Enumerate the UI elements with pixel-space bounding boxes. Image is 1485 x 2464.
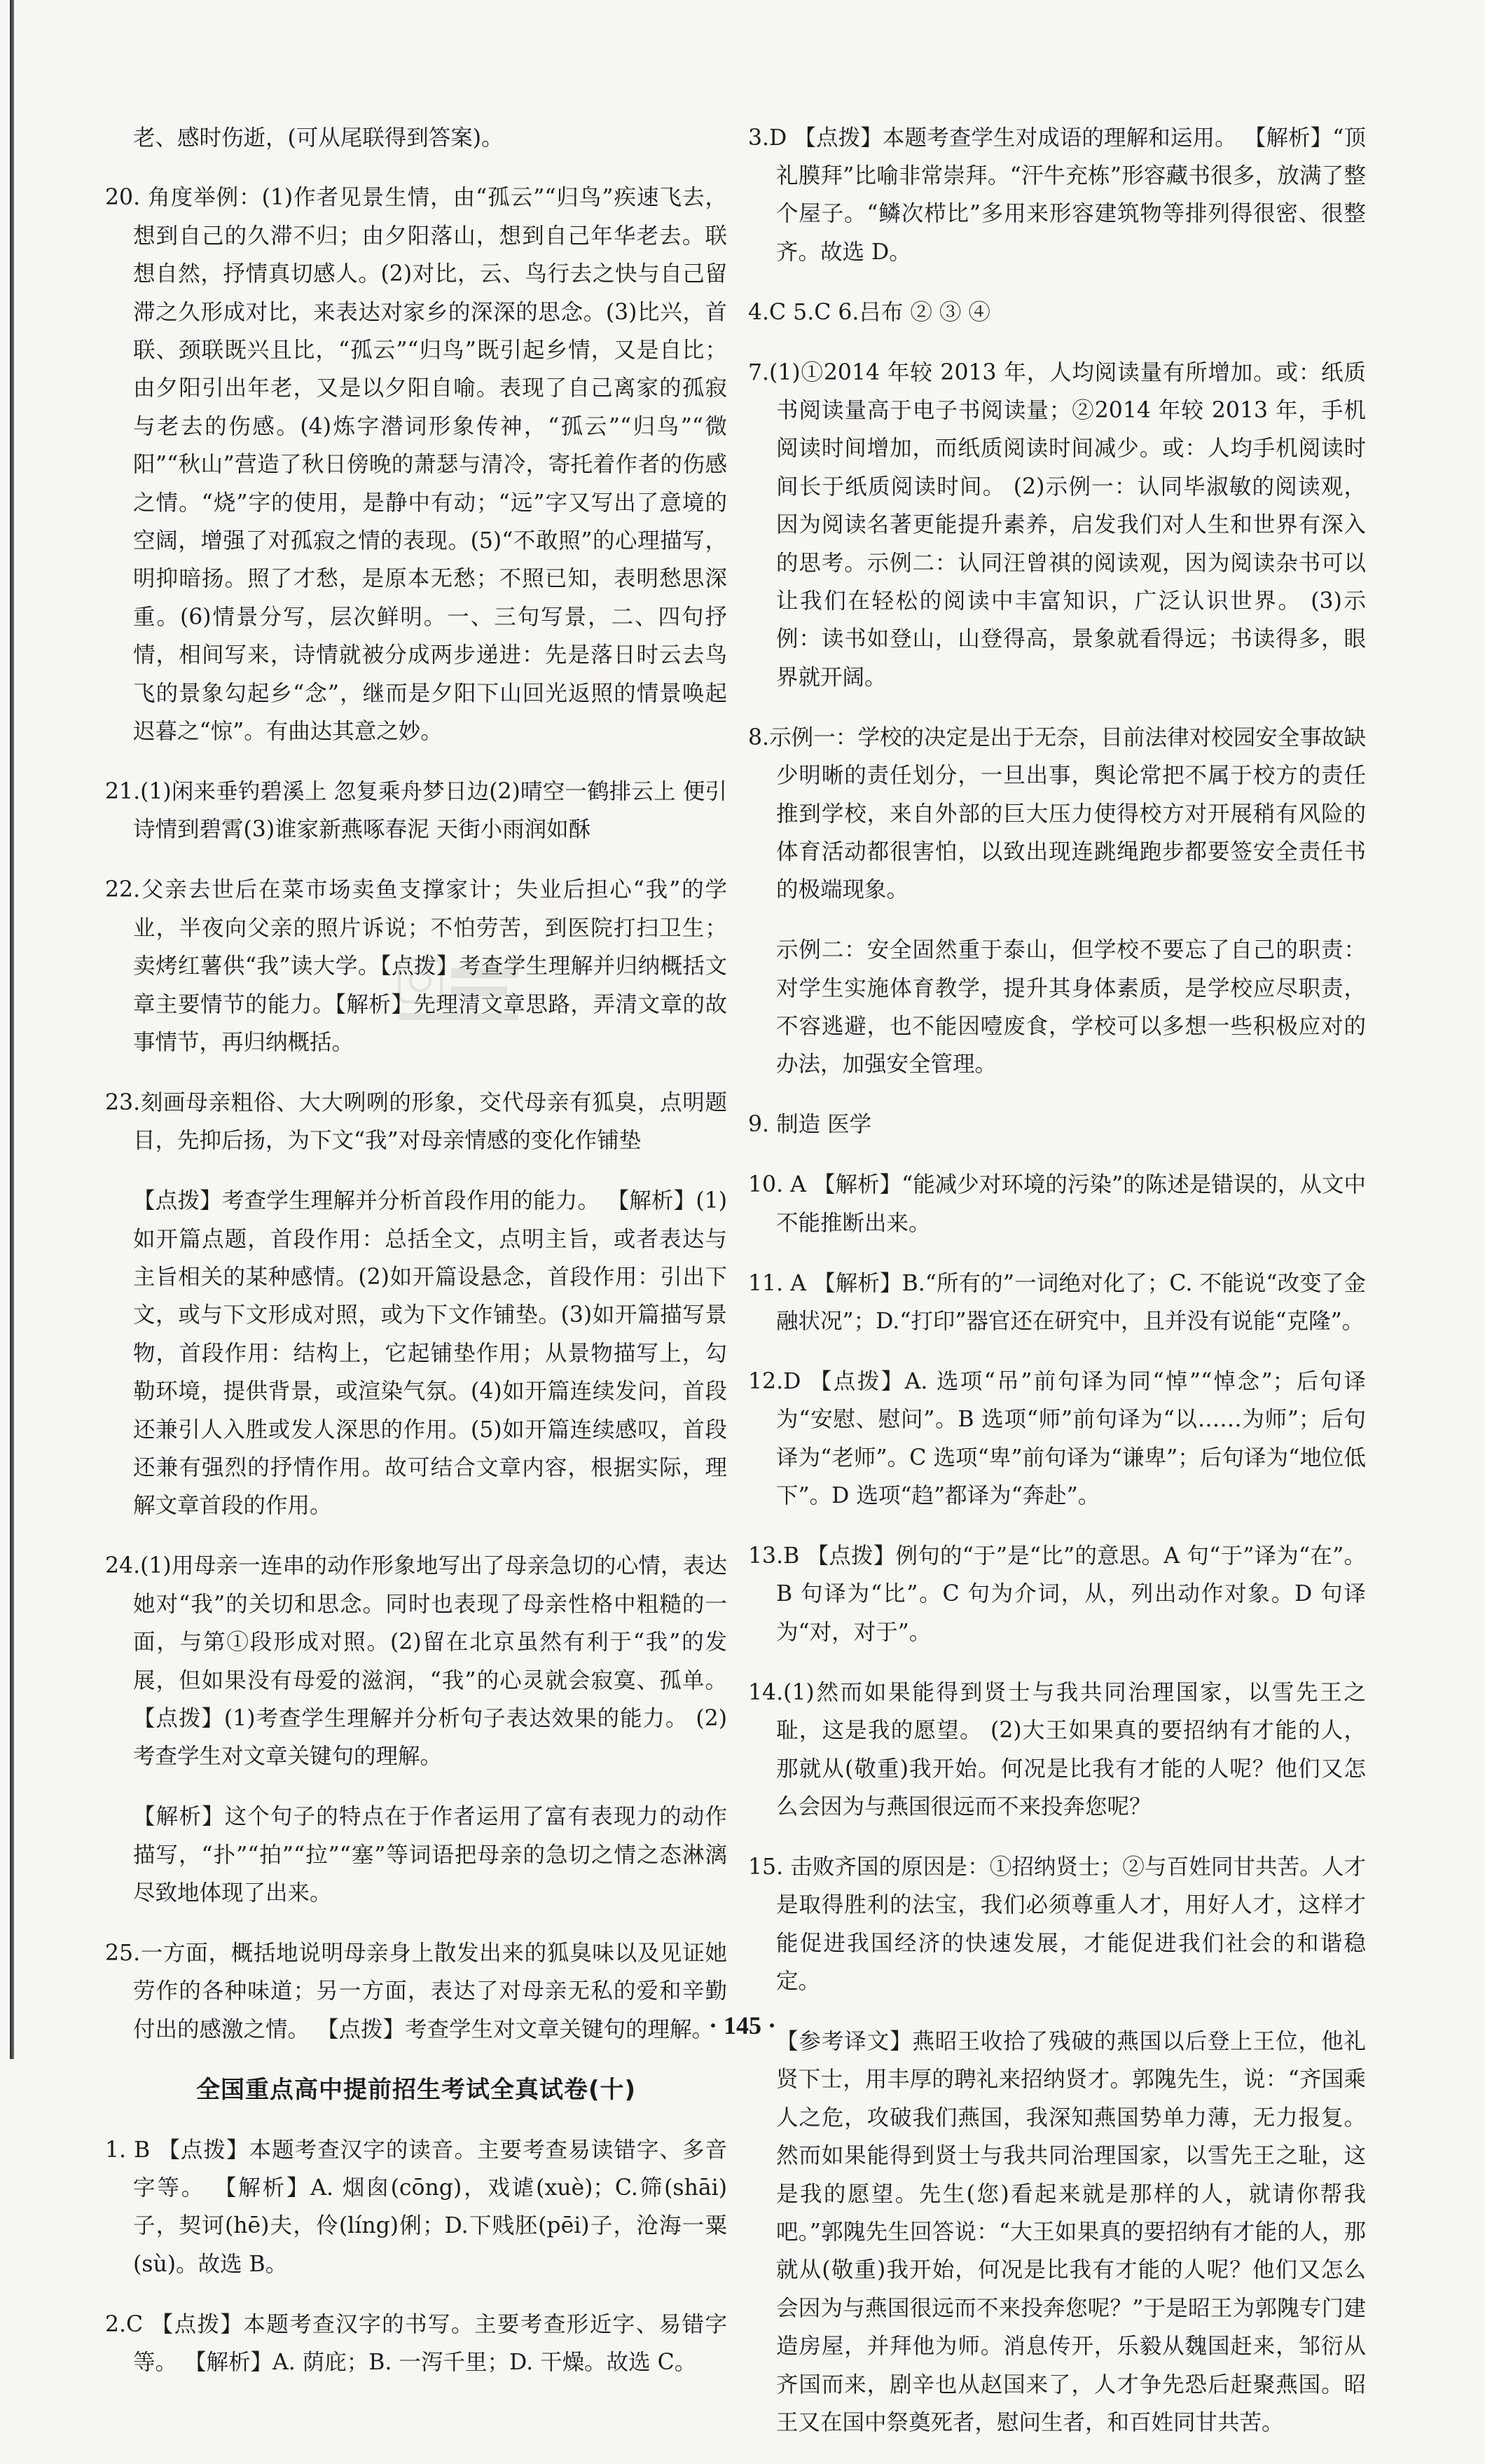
answer-20: 20. 角度举例：(1)作者见景生情，由“孤云”“归鸟”疾速飞去，想到自己的久滞不归；由夕阳落山，想到自己年华老去。联想自然，抒情真切感人。(2)对比，云、鸟行去之快与自己留滞之久形成对比，来表达对家乡的深深的思念。(3)比兴，首联、颈联既兴且比，“孤云”“归鸟”既引起乡情，又是自比；由夕阳引出年老，又是以夕阳自喻。表现了自己离家的孤寂与老去的伤感。(4)炼字潜词形象传神，“孤云”“归鸟”“微阳”“秋山”营造了秋日傍晚的萧瑟与清冷，寄托着作者的伤感之情。“烧”字的使用，是静中有动；“远”字又写出了意境的空阔，增强了对孤寂之情的表现。(5)“不敢照”的心理描写，明抑暗扬。照了才愁，是原本无愁；不照已知，表明愁思深重。(6)情景分写，层次鲜明。一、三句写景，二、四句抒情，相间写来，诗情就被分成两步递进：先是落日时云去鸟飞的景象勾起乡“念”，继而是夕阳下山回光返照的情景唤起迟暮之“惊”。有曲达其意之妙。 [105, 185, 727, 745]
exam10-answer-15: 15. 击败齐国的原因是：①招纳贤士；②与百姓同甘共苦。人才是取得胜利的法宝，我们必须尊重人才，用好人才，这样才能促进我国经济的快速发展，才能促进我们社会的和谐稳定。 [748, 1854, 1366, 1995]
exam10-answer-8-example2: 示例二：安全固然重于泰山，但学校不要忘了自己的职责：对学生实施体育教学，提升其身体素质，是学校应尽职责，不容逃避，也不能因噎废食，学校可以多想一些积极应对的办法，加强安全管理。 [776, 937, 1366, 1078]
answer-25: 25.一方面，概括地说明母亲身上散发出来的狐臭味以及见证她劳作的各种味道；另一方面，表达了对母亲无私的爱和辛勤付出的感激之情。 【点拨】考查学生对文章关键句的理解。 [105, 1940, 727, 2042]
exam10-answer-11: 11. A 【解析】B.“所有的”一词绝对化了；C. 不能说“改变了金融状况”；D.“打印”器官还在研究中，且并没有说能“克隆”。 [748, 1270, 1366, 1334]
left-column [105, 97, 727, 2404]
answer-23: 23.刻画母亲粗俗、大大咧咧的形象，交代母亲有狐臭，点明题目，先抑后扬，为下文“我”对母亲情感的变化作铺垫 [105, 1089, 727, 1154]
exam10-answer-14: 14.(1)然而如果能得到贤士与我共同治理国家，以雪先王之耻，这是我的愿望。 (2)大王如果真的要招纳有才能的人，那就从(敬重)我开始。何况是比我有才能的人呢？他们又怎么会因为与燕国很远而不来投奔您呢？ [748, 1679, 1366, 1819]
binding-edge [10, 0, 14, 2059]
exam10-answer-4-6: 4.C 5.C 6.吕布 ② ③ ④ [748, 299, 990, 325]
exam10-answer-1: 1. B 【点拨】本题考查汉字的读音。主要考查易读错字、多音字等。 【解析】A. 烟囱(cōng)，戏谑(xuè)；C.筛(shāi)子，契诃(hē)夫，伶(líng)俐；D.下贱胚(pēi)子，沧海一粟(sù)。故选 B。 [105, 2137, 727, 2277]
exam10-answer-12: 12.D 【点拨】A. 选项“吊”前句译为同“悼”“悼念”；后句译为“安慰、慰问”。B 选项“师”前句译为“以……为师”；后句译为“老师”。C 选项“卑”前句译为“谦卑”；后句译为“地位低下”。D 选项“趋”都译为“奔赴”。 [748, 1368, 1366, 1509]
exam10-answer-3: 3.D 【点拨】本题考查学生对成语的理解和运用。 【解析】“顶礼膜拜”比喻非常崇拜。“汗牛充栋”形容藏书很多，放满了整个屋子。“鳞次栉比”多用来形容建筑物等排列得很密、很整齐。故选 D。 [748, 125, 1366, 265]
exam10-answer-2: 2.C 【点拨】本题考查汉字的书写。主要考查形近字、易错字等。 【解析】A. 荫庇；B. 一泻千里；D. 干燥。故选 C。 [105, 2311, 727, 2376]
answer-24: 24.(1)用母亲一连串的动作形象地写出了母亲急切的心情，表达她对“我”的关切和思念。同时也表现了母亲性格中粗糙的一面，与第①段形成对照。(2)留在北京虽然有利于“我”的发展，但如果没有母爱的滋润，“我”的心灵就会寂寞、孤单。 【点拨】(1)考查学生理解并分析句子表达效果的能力。 (2)考查学生对文章关键句的理解。 [105, 1553, 727, 1770]
reference-translation: 【参考译文】燕昭王收拾了残破的燕国以后登上王位，他礼贤下士，用丰厚的聘礼来招纳贤才。郭隗先生，说：“齐国乘人之危，攻破我们燕国，我深知燕国势单力薄，无力报复。然而如果能得到贤士与我共同治理国家，以雪先王之耻，这是我的愿望。先生(您)看起来就是那样的人，就请你帮我吧。”郭隗先生回答说：“大王如果真的要招纳有才能的人，那就从(敬重)我开始，何况是比我有才能的人呢？他们又怎么会因为与燕国很远而不来投奔您呢？”于是昭王为郭隗专门建造房屋，并拜他为师。消息传开，乐毅从魏国赶来，邹衍从齐国而来，剧辛也从赵国来了，人才争先恐后赶聚燕国。昭王又在国中祭奠死者，慰问生者，和百姓同甘共苦。 [776, 2028, 1366, 2436]
answer-22: 22.父亲去世后在菜市场卖鱼支撑家计；失业后担心“我”的学业，半夜向父亲的照片诉说；不怕劳苦，到医院打扫卫生；卖烤红薯供“我”读大学。【点拨】考查学生理解并归纳概括文章主要情节的能力。【解析】先理清文章思路，弄清文章的故事情节，再归纳概括。 [105, 877, 727, 1055]
answer-23-analysis: 【点拨】考查学生理解并分析首段作用的能力。 【解析】(1)如开篇点题，首段作用：总括全文，点明主旨，或者表达与主旨相关的某种感情。(2)如开篇设悬念，首段作用：引出下文，或与下文形成对照，或为下文作铺垫。(3)如开篇描写景物，首段作用：结构上，它起铺垫作用；从景物描写上，勾勒环境，提供背景，或渲染气氛。(4)如开篇连续发问，首段还兼引人入胜或发人深思的作用。(5)如开篇连续感叹，首段还兼有强烈的抒情作用。故可结合文章内容，根据实际，理解文章首段的作用。 [133, 1188, 727, 1519]
exam10-answer-9: 9. 制造 医学 [748, 1112, 872, 1138]
answer-24-analysis: 【解析】这个句子的特点在于作者运用了富有表现力的动作描写，“扑”“拍”“拉”“塞”等词语把母亲的急切之情之态淋漓尽致地体现了出来。 [133, 1804, 727, 1906]
exam10-answer-13: 13.B 【点拨】例句的“于”是“比”的意思。A 句“于”译为“在”。B 句译为“比”。C 句为介词，从，列出动作对象。D 句译为“对，对于”。 [748, 1543, 1366, 1645]
exam10-answer-10: 10. A 【解析】“能减少对环境的污染”的陈述是错误的，从文中不能推断出来。 [748, 1172, 1366, 1236]
page-number: · 145 · [708, 2011, 776, 2039]
exam10-answer-7: 7.(1)①2014 年较 2013 年，人均阅读量有所增加。或：纸质书阅读量高于电子书阅读量；②2014 年较 2013 年，手机阅读时间增加，而纸质阅读时间减少。或：人均手机阅读时间长于纸质阅读时间。 (2)示例一：认同毕淑敏的阅读观，因为阅读名著更能提升素养，启发我们对人生和世界有深入的思考。示例二：认同汪曾祺的阅读观，因为阅读杂书可以让我们在轻松的阅读中丰富知识，广泛认识世界。 (3)示例：读书如登山，山登得高，景象就看得远；书读得多，眼界就开阔。 [748, 359, 1366, 690]
exam10-answer-8-example1: 8.示例一：学校的决定是出于无奈，目前法律对校园安全事故缺少明晰的责任划分，一旦出事，舆论常把不属于校方的责任推到学校，来自外部的巨大压力使得校方对开展稍有风险的体育活动都很害怕，以致出现连跳绳跑步都要签安全责任书的极端现象。 [748, 724, 1366, 903]
section-title: 全国重点高中提前招生考试全真试卷(十) [195, 2075, 637, 2104]
answer-21: 21.(1)闲来垂钓碧溪上 忽复乘舟梦日边(2)晴空一鹤排云上 便引诗情到碧霄(3)谁家新燕啄春泥 天街小雨润如酥 [105, 779, 727, 843]
right-column [748, 97, 1366, 2464]
answer-19-tail: 老、感时伤逝，(可从尾联得到答案)。 [133, 125, 504, 151]
